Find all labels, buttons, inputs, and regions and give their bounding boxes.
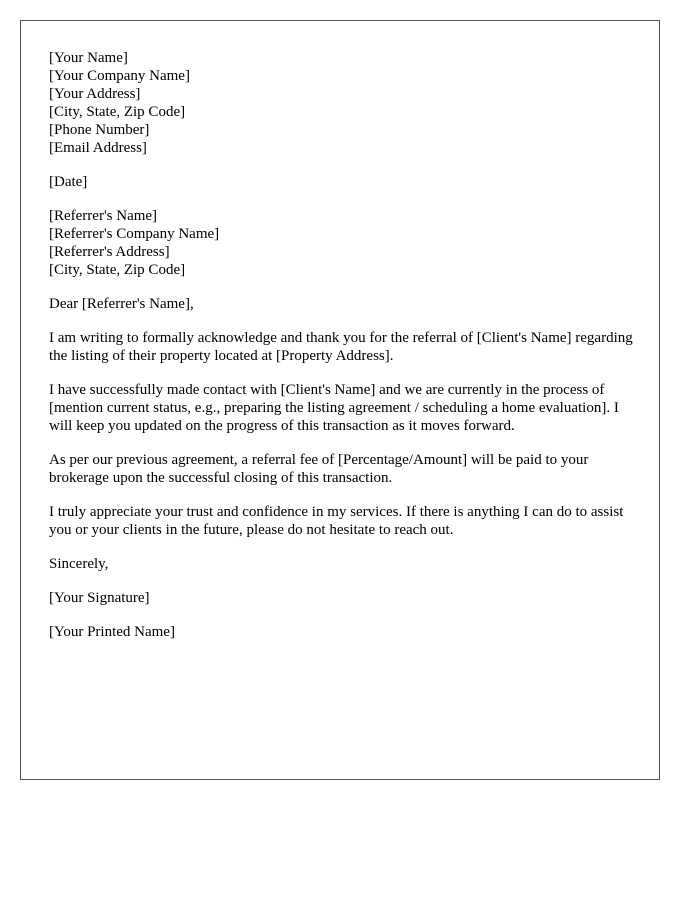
letter-date: [Date]	[49, 174, 88, 190]
sender-block	[49, 49, 639, 157]
letter-content	[49, 49, 639, 657]
sender-company: [Your Company Name]	[49, 68, 190, 84]
body-paragraph-2: I have successfully made contact with [Client's Name] and we are currently in the process of [mention current status, e.g., preparing the listing agreement / scheduling a home evaluation]. I will keep you updated on the progress of this transaction as it moves forward.	[49, 382, 619, 434]
sender-address: [Your Address]	[49, 86, 141, 102]
signature: [Your Signature]	[49, 590, 150, 606]
body-paragraph-1: I am writing to formally acknowledge and thank you for the referral of [Client's Name] regarding the listing of their property located at [Property Address].	[49, 330, 633, 364]
body-paragraph-4: I truly appreciate your trust and confidence in my services. If there is anything I can do to assist you or your clients in the future, please do not hesitate to reach out.	[49, 504, 624, 538]
sender-city-state-zip: [City, State, Zip Code]	[49, 104, 186, 120]
recipient-address: [Referrer's Address]	[49, 244, 170, 260]
sender-name: [Your Name]	[49, 50, 128, 66]
sender-phone: [Phone Number]	[49, 122, 150, 138]
recipient-company: [Referrer's Company Name]	[49, 226, 220, 242]
letter-page	[20, 20, 660, 780]
recipient-name: [Referrer's Name]	[49, 208, 158, 224]
recipient-city-state-zip: [City, State, Zip Code]	[49, 262, 186, 278]
recipient-block	[49, 207, 639, 279]
body-paragraph-3: As per our previous agreement, a referral fee of [Percentage/Amount] will be paid to your brokerage upon the successful closing of this transaction.	[49, 452, 589, 486]
date-block	[49, 173, 639, 191]
printed-name: [Your Printed Name]	[49, 624, 175, 640]
closing: Sincerely,	[49, 556, 109, 572]
sender-email: [Email Address]	[49, 140, 147, 156]
salutation: Dear [Referrer's Name],	[49, 296, 194, 312]
